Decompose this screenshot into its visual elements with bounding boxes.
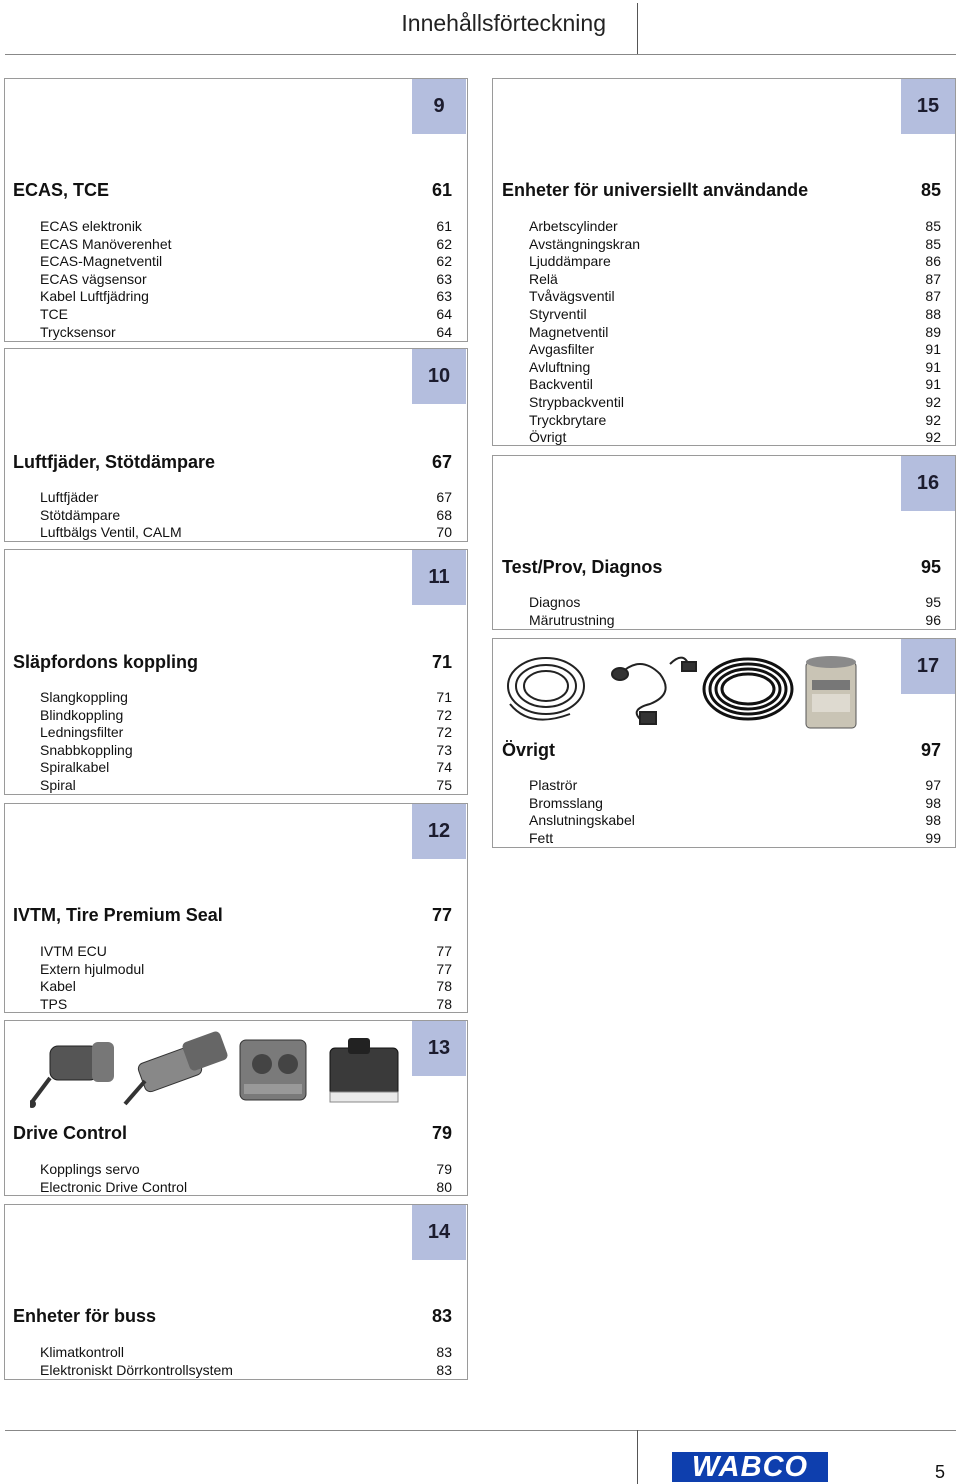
toc-item-page: 86: [925, 253, 941, 270]
section-title-ivtm: IVTM, Tire Premium Seal: [13, 905, 223, 925]
page-number: 5: [935, 1462, 946, 1482]
toc-item-page: 62: [436, 253, 452, 270]
section-title-ecas: ECAS, TCE: [13, 180, 110, 200]
section-title-buss: Enheter för buss: [13, 1306, 157, 1326]
toc-item-label[interactable]: Spiralkabel: [40, 759, 110, 776]
toc-item-label[interactable]: Plaströr: [529, 777, 578, 793]
toc-item-page: 74: [436, 759, 452, 776]
toc-item-label[interactable]: Extern hjulmodul: [40, 960, 145, 977]
toc-item-page: 73: [436, 741, 452, 758]
toc-item-label[interactable]: Kopplings servo: [40, 1161, 140, 1177]
section-page-test: 95: [920, 557, 941, 577]
section-title-drive: Drive Control: [13, 1123, 128, 1143]
toc-item-label[interactable]: Stötdämpare: [40, 506, 121, 523]
tab-14[interactable]: 14: [412, 1205, 466, 1260]
toc-item-page: 77: [436, 960, 452, 977]
toc-item-page: 85: [925, 235, 941, 252]
toc-item-page: 83: [436, 1361, 452, 1378]
toc-item-page: 72: [436, 724, 452, 741]
toc-item-page: 87: [925, 270, 941, 287]
toc-item-label[interactable]: Tryckbrytare: [529, 411, 607, 428]
toc-item-label[interactable]: Fett: [529, 829, 554, 846]
tab-16[interactable]: 16: [901, 456, 955, 511]
toc-item-page: 87: [925, 288, 941, 305]
toc-item-page: 75: [436, 777, 452, 793]
header-rule: [5, 54, 956, 55]
toc-item-page: 98: [925, 812, 941, 829]
toc-item-label[interactable]: Snabbkoppling: [40, 741, 133, 758]
gear-selector-unit: [330, 1038, 398, 1102]
tab-12[interactable]: 12: [412, 804, 466, 859]
toc-item-label[interactable]: Ljuddämpare: [529, 253, 611, 270]
clutch-servo-1: [30, 1042, 114, 1108]
toc-item-label[interactable]: Ledningsfilter: [40, 724, 124, 741]
toc-item-label[interactable]: Styrventil: [529, 306, 587, 322]
toc-item-page: 85: [925, 218, 941, 234]
section-page-ovrigt: 97: [920, 740, 941, 760]
drive-control-products-image: [30, 1026, 410, 1112]
tab-15[interactable]: 15: [901, 79, 955, 134]
toc-item-label[interactable]: IVTM ECU: [40, 943, 107, 959]
toc-item-label[interactable]: Slangkoppling: [40, 689, 128, 705]
footer-divider: [637, 1430, 638, 1484]
toc-item-label[interactable]: Avgasfilter: [529, 341, 595, 358]
toc-item-page: 70: [436, 524, 452, 541]
toc-item-page: 97: [925, 777, 941, 793]
toc-item-page: 64: [436, 306, 452, 322]
toc-item-label[interactable]: ECAS-Magnetventil: [40, 253, 163, 270]
toc-item-page: 78: [436, 995, 452, 1012]
tab-13[interactable]: 13: [412, 1021, 466, 1076]
grease-can: [806, 656, 856, 728]
toc-item-page: 91: [925, 358, 941, 375]
toc-item-label[interactable]: Bromsslang: [529, 794, 603, 811]
clutch-servo-2: [125, 1030, 229, 1104]
toc-item-page: 88: [925, 306, 941, 322]
toc-item-page: 67: [436, 489, 452, 505]
toc-item-label[interactable]: Backventil: [529, 376, 593, 393]
toc-item-label[interactable]: Arbetscylinder: [529, 218, 618, 234]
toc-item-page: 98: [925, 794, 941, 811]
section-page-ivtm: 77: [431, 905, 452, 925]
toc-item-page: 91: [925, 341, 941, 358]
toc-item-page: 79: [436, 1161, 452, 1177]
toc-item-label[interactable]: Trycksensor: [40, 323, 116, 340]
toc-item-page: 72: [436, 706, 452, 723]
toc-item-label[interactable]: Diagnos: [529, 594, 581, 610]
cable-coil: [704, 659, 792, 719]
section-page-ecas: 61: [431, 180, 452, 200]
toc-item-page: 99: [925, 829, 941, 846]
section-page-drive: 79: [431, 1123, 452, 1143]
section-title-univ: Enheter för universiellt användande: [502, 180, 809, 200]
toc-item-label[interactable]: Avstängningskran: [529, 235, 641, 252]
toc-item-page: 92: [925, 394, 941, 410]
toc-item-label[interactable]: Kabel Luftfjädring: [40, 288, 149, 305]
drive-control-valve: [240, 1040, 306, 1100]
accessory-products-image: [500, 644, 880, 734]
toc-item-label[interactable]: Strypbackventil: [529, 394, 624, 410]
toc-item-label[interactable]: Luftbälgs Ventil, CALM: [40, 524, 182, 541]
toc-item-label[interactable]: Avluftning: [529, 358, 591, 375]
toc-item-page: 80: [436, 1178, 452, 1195]
toc-item-page: 78: [436, 978, 452, 995]
toc-item-label[interactable]: Elektroniskt Dörrkontrollsystem: [40, 1361, 233, 1378]
toc-item-label[interactable]: TCE: [40, 306, 68, 322]
plastic-tube-coil: [508, 658, 584, 714]
toc-item-label[interactable]: ECAS vägsensor: [40, 270, 147, 287]
toc-item-label[interactable]: Luftfjäder: [40, 489, 99, 505]
toc-item-page: 63: [436, 270, 452, 287]
footer-rule: [5, 1430, 956, 1431]
section-page-luft: 67: [431, 452, 452, 472]
toc-item-page: 68: [436, 506, 452, 523]
section-title-test: Test/Prov, Diagnos: [502, 557, 663, 577]
toc-item-label[interactable]: Märutrustning: [529, 611, 615, 628]
toc-item-label[interactable]: Anslutningskabel: [529, 812, 635, 829]
toc-item-page: 63: [436, 288, 452, 305]
section-page-buss: 83: [431, 1306, 452, 1326]
tab-11[interactable]: 11: [412, 550, 466, 605]
toc-item-label[interactable]: Kabel: [40, 978, 76, 995]
toc-item-label[interactable]: Tvåvägsventil: [529, 288, 615, 305]
wabco-logo: WABCO: [672, 1452, 828, 1482]
toc-item-label[interactable]: ECAS Manöverenhet: [40, 235, 172, 252]
tab-17[interactable]: 17: [901, 639, 955, 694]
tab-10[interactable]: 10: [412, 349, 466, 404]
toc-item-label[interactable]: Blindkoppling: [40, 706, 124, 723]
toc-item-page: 91: [925, 376, 941, 393]
toc-item-page: 61: [436, 218, 452, 234]
toc-item-page: 77: [436, 943, 452, 959]
section-title-slap: Släpfordons koppling: [13, 652, 198, 672]
toc-item-label[interactable]: Spiral: [40, 777, 76, 793]
toc-item-page: 64: [436, 323, 452, 340]
toc-item-page: 71: [436, 689, 452, 705]
toc-item-page: 92: [925, 411, 941, 428]
page-title: Innehållsförteckning: [401, 10, 606, 36]
toc-item-page: 62: [436, 235, 452, 252]
tab-9[interactable]: 9: [412, 79, 466, 134]
header-divider: [637, 3, 638, 54]
section-title-luft: Luftfjäder, Stötdämpare: [13, 452, 216, 472]
toc-item-page: 92: [925, 429, 941, 446]
toc-item-page: 95: [925, 594, 941, 610]
section-page-univ: 85: [920, 180, 941, 200]
toc-item-label[interactable]: ECAS elektronik: [40, 218, 142, 234]
toc-item-page: 89: [925, 323, 941, 340]
toc-item-label[interactable]: TPS: [40, 995, 68, 1012]
toc-item-label[interactable]: Klimatkontroll: [40, 1344, 125, 1360]
toc-item-label[interactable]: Magnetventil: [529, 323, 609, 340]
section-page-slap: 71: [431, 652, 452, 672]
toc-item-label[interactable]: Relä: [529, 270, 558, 287]
toc-item-label[interactable]: Övrigt: [529, 429, 567, 446]
toc-item-label[interactable]: Electronic Drive Control: [40, 1178, 188, 1195]
toc-item-page: 83: [436, 1344, 452, 1360]
toc-item-page: 96: [925, 611, 941, 628]
section-title-ovrigt: Övrigt: [502, 740, 556, 760]
